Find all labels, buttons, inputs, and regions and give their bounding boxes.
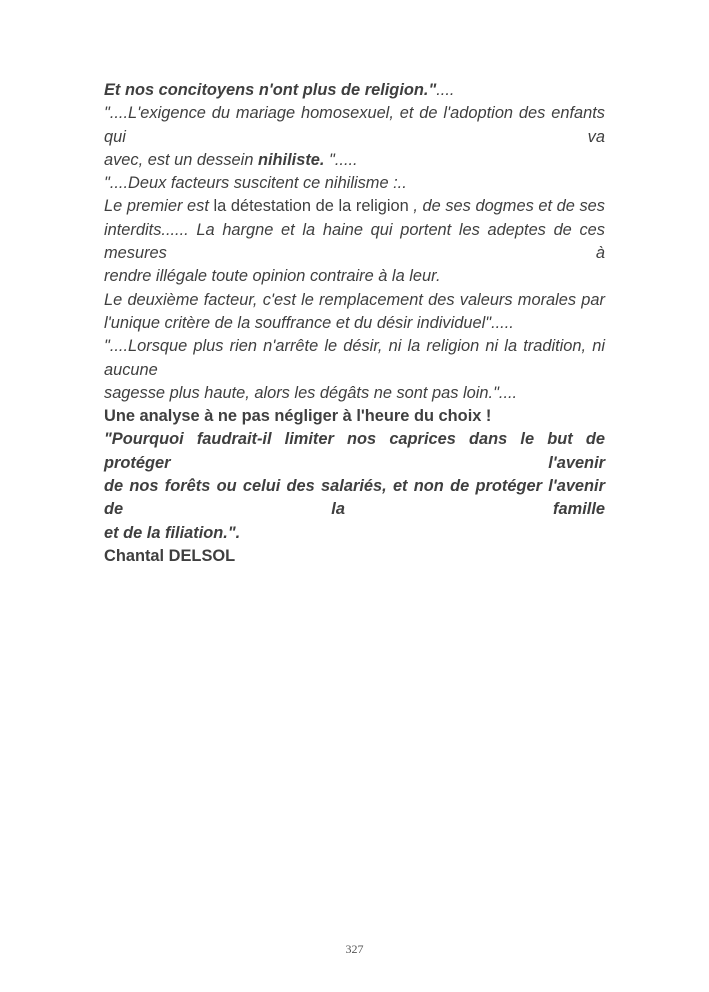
text-run: Le premier est: [104, 197, 214, 216]
page-number: 327: [345, 942, 364, 956]
text-line: Le deuxième facteur, c'est le remplacement des valeurs morales par: [104, 290, 605, 309]
text-run: ....: [436, 81, 455, 99]
text-run: la détestation de la religion: [213, 197, 409, 216]
text-run: ".....: [324, 150, 358, 169]
text-line: "....Lorsque plus rien n'arrête le désir, ni la religion ni la tradition, ni aucune: [104, 337, 605, 379]
text-line: [104, 195, 605, 218]
author-name: Chantal DELSOL: [104, 546, 236, 565]
text-run: , de ses dogmes et de ses: [408, 197, 605, 216]
analysis-heading: Une analyse à ne pas négliger à l'heure du choix !: [104, 407, 492, 426]
text-line: interdits...... La hargne et la haine qui portent les adeptes de ces mesures à: [104, 220, 605, 263]
quote-line: de nos forêts ou celui des salariés, et non de protéger l'avenir de la famille: [104, 477, 605, 519]
quote-bold: Et nos concitoyens n'ont plus de religion.": [104, 81, 437, 99]
text-line: sagesse plus haute, alors les dégâts ne sont pas loin."....: [104, 383, 518, 402]
text-line: rendre illégale toute opinion contraire à la leur.: [104, 267, 441, 286]
text-line: [104, 149, 605, 172]
text-run: avec, est un dessein: [104, 150, 258, 169]
quote-line: "Pourquoi faudrait-il limiter nos caprices dans le but de protéger l'avenir: [104, 430, 605, 472]
text-line: "....Deux facteurs suscitent ce nihilisme :..: [104, 174, 407, 193]
text-line: [104, 79, 605, 102]
emphasis-word: nihiliste.: [257, 150, 325, 169]
page-text: [104, 79, 605, 568]
text-line: "....L'exigence du mariage homosexuel, et de l'adoption des enfants qui va: [104, 104, 605, 146]
quote-line: et de la filiation.".: [104, 523, 241, 542]
text-line: l'unique critère de la souffrance et du désir individuel".....: [104, 313, 514, 332]
